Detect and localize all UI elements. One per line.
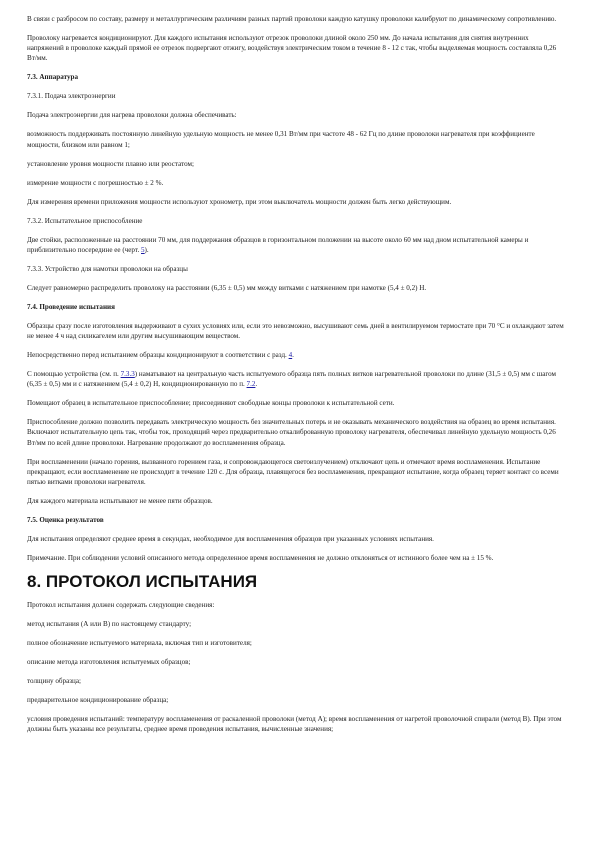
section-heading-7-4: 7.4. Проведение испытания: [27, 302, 115, 311]
list-item: предварительное кондиционирование образца;: [27, 696, 169, 705]
note-paragraph: Примечание. При соблюдении условий описанного метода определенное время воспламенения не должно отклоняться от истинного более чем на ± 15 %.: [27, 554, 494, 563]
paragraph: Подача электроэнергии для нагрева проволоки должна обеспечивать:: [27, 111, 237, 120]
subsection-heading: 7.3.2. Испытательное приспособление: [27, 216, 143, 225]
paragraph-text: Две стойки, расположенные на расстоянии 70 мм, для поддержания образцов в горизонтальном положении на высоте около 60 мм над дном испытательной камеры и приблизительно посередине ее (черт.: [27, 235, 529, 254]
paragraph: возможность поддерживать постоянную линейную удельную мощность не менее 0,31 Вт/мм при частоте 48 - 62 Гц по длине проволоки нагревателя при коэффициенте мощности, близком или равном 1;: [27, 130, 535, 149]
subsection-heading: 7.3.1. Подача электроэнергии: [27, 92, 116, 101]
list-item: толщину образца;: [27, 677, 81, 686]
paragraph-text: Непосредственно перед испытанием образцы кондиционируют в соответствии с разд.: [27, 351, 289, 360]
paragraph-with-link: [27, 369, 567, 389]
subsection-heading: 7.3.3. Устройство для намотки проволоки на образцы: [27, 264, 188, 273]
paragraph: Образцы сразу после изготовления выдерживают в сухих условиях или, если это невозможно, высушивают семь дней в вентилируемом термостате при 70 °С и охлаждают затем не менее 4 ч над силикагелем или другим высушивающим веществом.: [27, 321, 564, 341]
section-heading-7-3: 7.3. Аппаратура: [27, 73, 78, 82]
paragraph: измерение мощности с погрешностью ± 2 %.: [27, 178, 164, 187]
list-item: полное обозначение испытуемого материала, включая тип и изготовителя;: [27, 639, 252, 648]
figure-link[interactable]: 5: [141, 245, 145, 254]
paragraph-with-link: [27, 235, 567, 255]
paragraph: При воспламенении (начало горения, вызванного горением газа, и сопровождающегося светоизлучением) отключают цепь и отмечают время воспламенения. Испытание прекращают, если воспламенение не происходит в течение 120 с. Для образца, плавящегося без воспламенения, прекращают испытание, когда образец теряет контакт со всеми пятью витками проволоки нагревателя.: [27, 457, 559, 487]
list-item: метод испытания (А или В) по настоящему стандарту;: [27, 620, 192, 629]
clause-link[interactable]: 7.2: [246, 380, 256, 389]
section-link[interactable]: 4: [288, 351, 293, 360]
paragraph: Приспособление должно позволить передавать электрическую мощность без значительных потерь и не оказывать механического воздействия на образец во время испытания. Включают испытательную цепь так, чтобы ток, проходящий через предварительно откалиброванную проволоку нагревателя, обеспечивал линейную удельную мощность 0,26 Вт/мм по всей длине проволоки. Нагревание продолжают до воспламенения образца.: [27, 418, 556, 447]
list-item: описание метода изготовления испытуемых образцов;: [27, 658, 191, 667]
paragraph: установление уровня мощности плавно или реостатом;: [27, 159, 194, 168]
document-body: [27, 14, 567, 743]
clause-link[interactable]: 7.3.3: [120, 370, 135, 379]
paragraph-text: .: [292, 351, 294, 360]
paragraph-text: ).: [144, 245, 149, 254]
paragraph: Помещают образец в испытательное приспособление; присоединяют свободные концы проволоки к испытательной сети.: [27, 399, 395, 408]
paragraph: Для измерения времени приложения мощности используют хронометр, при этом выключатель мощности должен быть легко действующим.: [27, 197, 452, 206]
paragraph: Протокол испытания должен содержать следующие сведения:: [27, 601, 215, 610]
paragraph-text: ) наматывают на центральную часть испытуемого образца пять полных витков нагревательной проволоки по длине (31,5 ± 0,5) мм с шагом (6,35 ± 0,5) мм и с натяжением (5,4 ± 0,2) Н, кондиционированную по п.: [27, 370, 556, 389]
paragraph: Для каждого материала испытывают не менее пяти образцов.: [27, 497, 213, 506]
paragraph-text: .: [255, 380, 258, 389]
paragraph-text: С помощью устройства (см. п.: [27, 370, 121, 379]
section-title-8: 8. ПРОТОКОЛ ИСПЫТАНИЯ: [27, 572, 258, 592]
section-heading-7-5: 7.5. Оценка результатов: [27, 516, 104, 525]
paragraph: В связи с разбросом по составу, размеру и металлургическим различиям разных партий проволоки каждую катушку проволоки калибруют по динамическому сопротивлению.: [27, 15, 557, 23]
paragraph: Проволоку нагревается кондиционируют. Для каждого испытания используют отрезок проволоки длиной около 250 мм. До начала испытания для снятия внутренних напряжений в проволоке каждый прямой ее отрезок подвергают отжигу, воздействуя электрическим током в течение 8 - 12 с так, чтобы выделяемая мощность составляла 0,26 Вт/мм.: [27, 34, 557, 63]
paragraph: Следует равномерно распределить проволоку на расстоянии (6,35 ± 0,5) мм между витками с натяжением при намотке (5,4 ± 0,2) Н.: [27, 283, 427, 292]
paragraph-with-link: [27, 350, 567, 360]
list-item: условия проведения испытаний: температуру воспламенения от раскаленной проволоки (метод А); время воспламенения от нагретой проволочной спирали (метод В). При этом должны быть указаны все результаты, среднее время проведения испытания, вычисленные значения;: [27, 715, 562, 734]
paragraph: Для испытания определяют среднее время в секундах, необходимое для воспламенения образцов при указанных условиях испытания.: [27, 535, 434, 544]
